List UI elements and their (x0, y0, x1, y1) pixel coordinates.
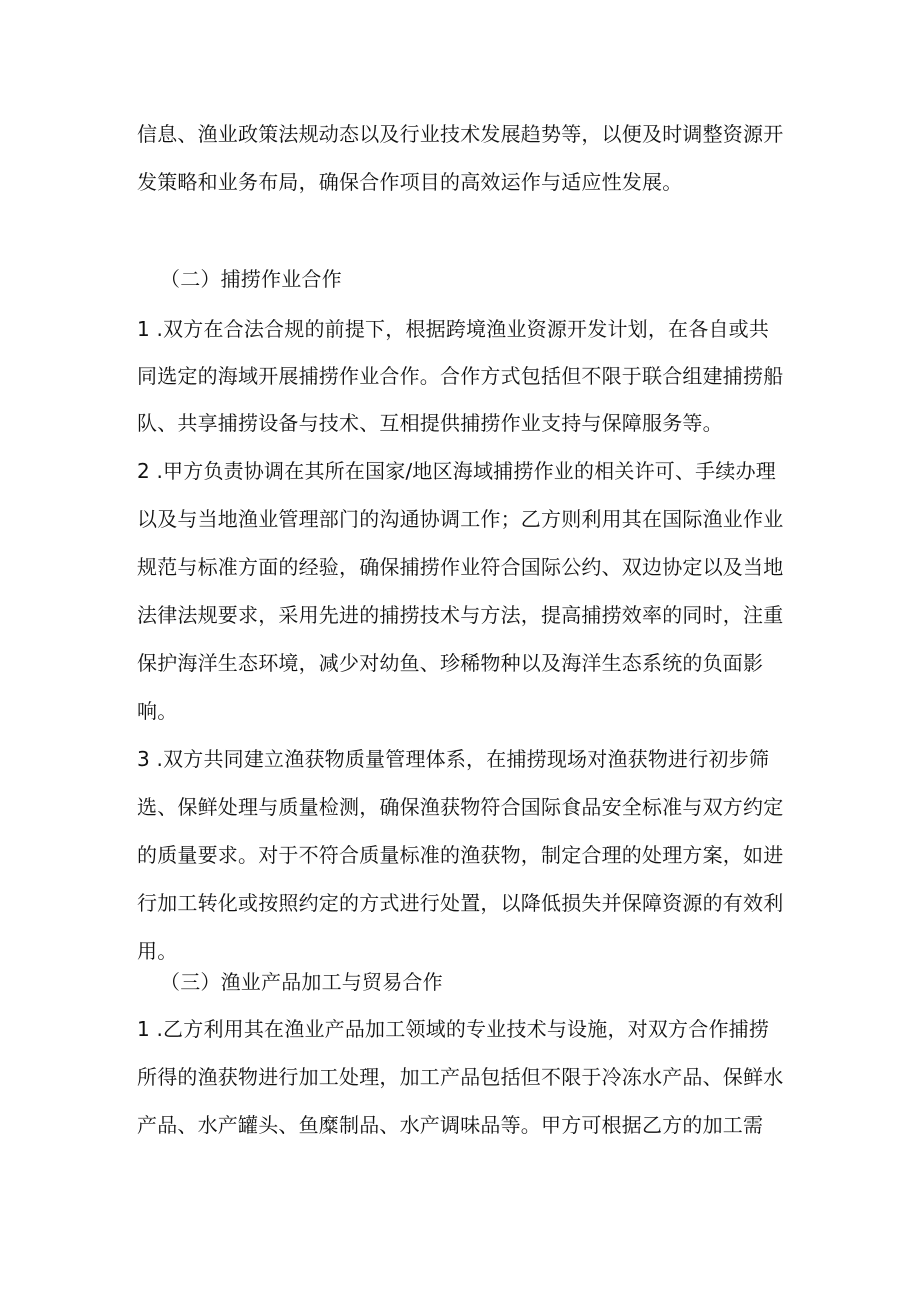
section-2-item-2-line: 响。 (137, 699, 178, 723)
section-2-item-3-line: 选、保鲜处理与质量检测，确保渔获物符合国际食品安全标准与双方约定 (137, 795, 784, 819)
intro-line: 发策略和业务布局，确保合作项目的高效运作与适应性发展。 (137, 170, 683, 194)
section-3-heading: （三）渔业产品加工与贸易合作 (160, 970, 443, 994)
section-2-heading: （二）捕捞作业合作 (160, 267, 342, 291)
section-2-item-2-line: 法律法规要求，采用先进的捕捞技术与方法，提高捕捞效率的同时，注重 (137, 603, 784, 627)
section-2-item-3-line: 的质量要求。对于不符合质量标准的渔获物，制定合理的处理方案，如进 (137, 843, 784, 867)
section-2-item-2-line: 以及与当地渔业管理部门的沟通协调工作；乙方则利用其在国际渔业作业 (137, 507, 784, 531)
section-3-item-1-line: 产品、水产罐头、鱼糜制品、水产调味品等。甲方可根据乙方的加工需 (137, 1113, 764, 1137)
section-2-item-3-line: 行加工转化或按照约定的方式进行处置，以降低损失并保障资源的有效利 (137, 891, 784, 915)
section-2-item-1-line: 同选定的海域开展捕捞作业合作。合作方式包括但不限于联合组建捕捞船 (137, 364, 784, 388)
section-3-item-1-line: 1 .乙方利用其在渔业产品加工领域的专业技术与设施，对双方合作捕捞 (137, 1017, 770, 1041)
section-2-item-2-line: 规范与标准方面的经验，确保捕捞作业符合国际公约、双边协定以及当地 (137, 555, 784, 579)
section-2-item-3-line: 3 .双方共同建立渔获物质量管理体系，在捕捞现场对渔获物进行初步筛 (137, 747, 770, 771)
section-2-item-3-line: 用。 (137, 939, 178, 963)
section-2-item-2-line: 保护海洋生态环境，减少对幼鱼、珍稀物种以及海洋生态系统的负面影 (137, 651, 764, 675)
section-3-item-1-line: 所得的渔获物进行加工处理，加工产品包括但不限于冷冻水产品、保鲜水 (137, 1065, 784, 1089)
section-2-item-2-line: 2 .甲方负责协调在其所在国家/地区海域捕捞作业的相关许可、手续办理 (137, 459, 776, 483)
section-2-item-1-line: 队、共享捕捞设备与技术、互相提供捕捞作业支持与保障服务等。 (137, 411, 723, 435)
intro-line: 信息、渔业政策法规动态以及行业技术发展趋势等，以便及时调整资源开 (137, 122, 784, 146)
section-2-item-1-line: 1 .双方在合法合规的前提下，根据跨境渔业资源开发计划，在各自或共 (137, 317, 770, 341)
